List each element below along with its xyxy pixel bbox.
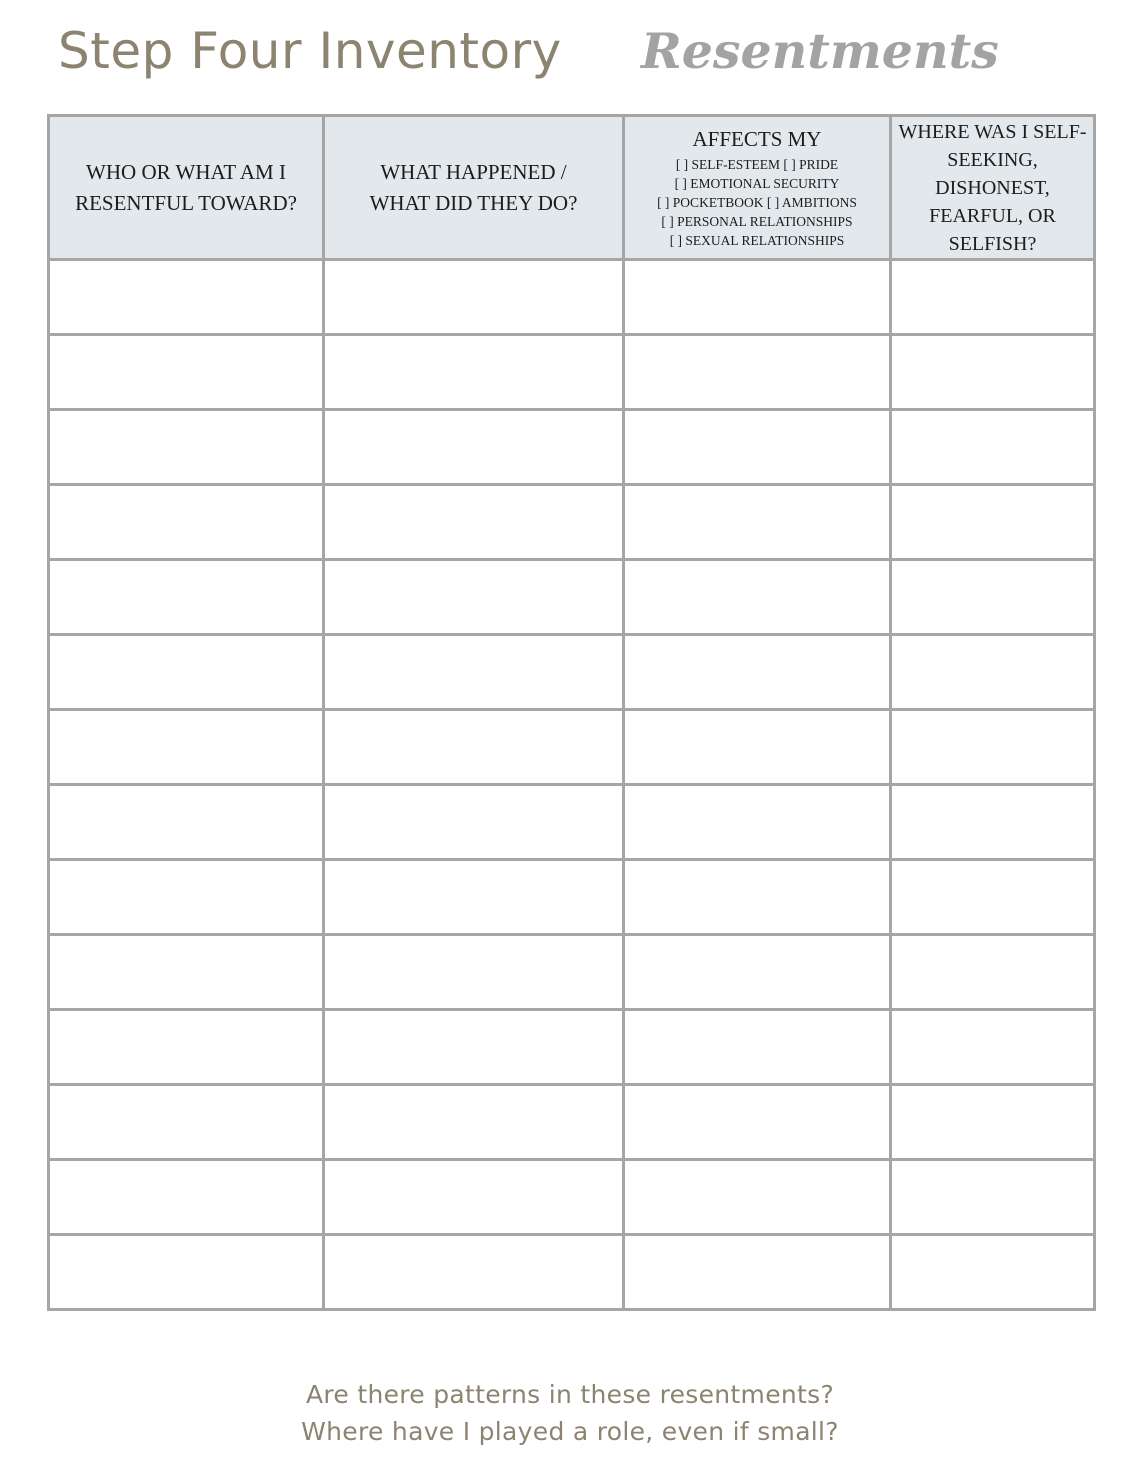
what-happened-cell[interactable]: [324, 335, 624, 410]
affects-cell[interactable]: [624, 560, 891, 635]
affects-cell[interactable]: [624, 635, 891, 710]
table-row: [49, 935, 1095, 1010]
where-cell[interactable]: [891, 710, 1095, 785]
what-happened-cell[interactable]: [324, 710, 624, 785]
column-header-where-line: DISHONEST,: [935, 176, 1050, 199]
table-row: [49, 1010, 1095, 1085]
affects-cell[interactable]: [624, 860, 891, 935]
table-header-row: [49, 116, 1095, 260]
table-row: [49, 335, 1095, 410]
what-happened-cell[interactable]: [324, 1235, 624, 1310]
affects-cell[interactable]: [624, 335, 891, 410]
column-header-what-happened-line2: WHAT DID THEY DO?: [369, 190, 578, 215]
who-cell[interactable]: [49, 635, 324, 710]
affects-option: [ ] SEXUAL RELATIONSHIPS: [669, 233, 845, 248]
where-cell[interactable]: [891, 635, 1095, 710]
who-cell[interactable]: [49, 1085, 324, 1160]
affects-cell[interactable]: [624, 1235, 891, 1310]
affects-cell[interactable]: [624, 710, 891, 785]
what-happened-cell[interactable]: [324, 560, 624, 635]
column-header-where-line: SEEKING,: [947, 148, 1038, 171]
who-cell[interactable]: [49, 935, 324, 1010]
where-cell[interactable]: [891, 260, 1095, 335]
page-title: Step Four Inventory: [58, 22, 562, 80]
where-cell[interactable]: [891, 560, 1095, 635]
where-cell[interactable]: [891, 1010, 1095, 1085]
what-happened-cell[interactable]: [324, 260, 624, 335]
column-header-affects-title: AFFECTS MY: [692, 127, 822, 151]
what-happened-cell[interactable]: [324, 1085, 624, 1160]
where-cell[interactable]: [891, 410, 1095, 485]
affects-option: [ ] SELF-ESTEEM [ ] PRIDE: [675, 157, 839, 172]
column-header-what-happened-line1: WHAT HAPPENED /: [380, 159, 567, 184]
affects-cell[interactable]: [624, 1010, 891, 1085]
footer-question-2: Where have I played a role, even if small?: [301, 1417, 839, 1446]
column-header-where-line: FEARFUL, OR: [929, 204, 1056, 227]
affects-cell[interactable]: [624, 785, 891, 860]
who-cell[interactable]: [49, 485, 324, 560]
what-happened-cell[interactable]: [324, 1010, 624, 1085]
where-cell[interactable]: [891, 860, 1095, 935]
what-happened-cell[interactable]: [324, 635, 624, 710]
affects-cell[interactable]: [624, 1085, 891, 1160]
what-happened-cell[interactable]: [324, 485, 624, 560]
affects-cell[interactable]: [624, 260, 891, 335]
table-row: [49, 1085, 1095, 1160]
affects-cell[interactable]: [624, 1160, 891, 1235]
what-happened-cell[interactable]: [324, 410, 624, 485]
affects-cell[interactable]: [624, 410, 891, 485]
where-cell[interactable]: [891, 335, 1095, 410]
column-header-who-line2: RESENTFUL TOWARD?: [75, 190, 297, 215]
who-cell[interactable]: [49, 410, 324, 485]
where-cell[interactable]: [891, 1085, 1095, 1160]
table-row: [49, 485, 1095, 560]
footer-question-1: Are there patterns in these resentments?: [305, 1380, 835, 1409]
where-cell[interactable]: [891, 935, 1095, 1010]
affects-cell[interactable]: [624, 935, 891, 1010]
column-header-who-line1: WHO OR WHAT AM I: [86, 159, 286, 184]
table-row: [49, 410, 1095, 485]
column-header-what-happened: [324, 116, 624, 260]
who-cell[interactable]: [49, 1235, 324, 1310]
column-header-who: [49, 116, 324, 260]
who-cell[interactable]: [49, 785, 324, 860]
where-cell[interactable]: [891, 1160, 1095, 1235]
who-cell[interactable]: [49, 860, 324, 935]
affects-option: [ ] EMOTIONAL SECURITY: [674, 176, 840, 191]
where-cell[interactable]: [891, 485, 1095, 560]
column-header-where-line: SELFISH?: [948, 232, 1037, 255]
page-subtitle: Resentments: [641, 22, 999, 80]
table-row: [49, 1160, 1095, 1235]
inventory-table: [47, 114, 1096, 1311]
table-row: [49, 260, 1095, 335]
table-row: [49, 785, 1095, 860]
column-header-where: [891, 116, 1095, 260]
who-cell[interactable]: [49, 560, 324, 635]
table-row: [49, 560, 1095, 635]
who-cell[interactable]: [49, 260, 324, 335]
what-happened-cell[interactable]: [324, 1160, 624, 1235]
column-header-affects: [624, 116, 891, 260]
table-row: [49, 860, 1095, 935]
who-cell[interactable]: [49, 1160, 324, 1235]
what-happened-cell[interactable]: [324, 935, 624, 1010]
table-row: [49, 710, 1095, 785]
who-cell[interactable]: [49, 335, 324, 410]
what-happened-cell[interactable]: [324, 860, 624, 935]
affects-cell[interactable]: [624, 485, 891, 560]
who-cell[interactable]: [49, 710, 324, 785]
table-row: [49, 635, 1095, 710]
affects-option: [ ] PERSONAL RELATIONSHIPS: [661, 214, 853, 229]
where-cell[interactable]: [891, 1235, 1095, 1310]
who-cell[interactable]: [49, 1010, 324, 1085]
column-header-where-line: WHERE WAS I SELF-: [898, 120, 1087, 143]
affects-option: [ ] POCKETBOOK [ ] AMBITIONS: [657, 195, 857, 210]
where-cell[interactable]: [891, 785, 1095, 860]
table-row: [49, 1235, 1095, 1310]
what-happened-cell[interactable]: [324, 785, 624, 860]
inventory-table-body: [49, 260, 1095, 1310]
